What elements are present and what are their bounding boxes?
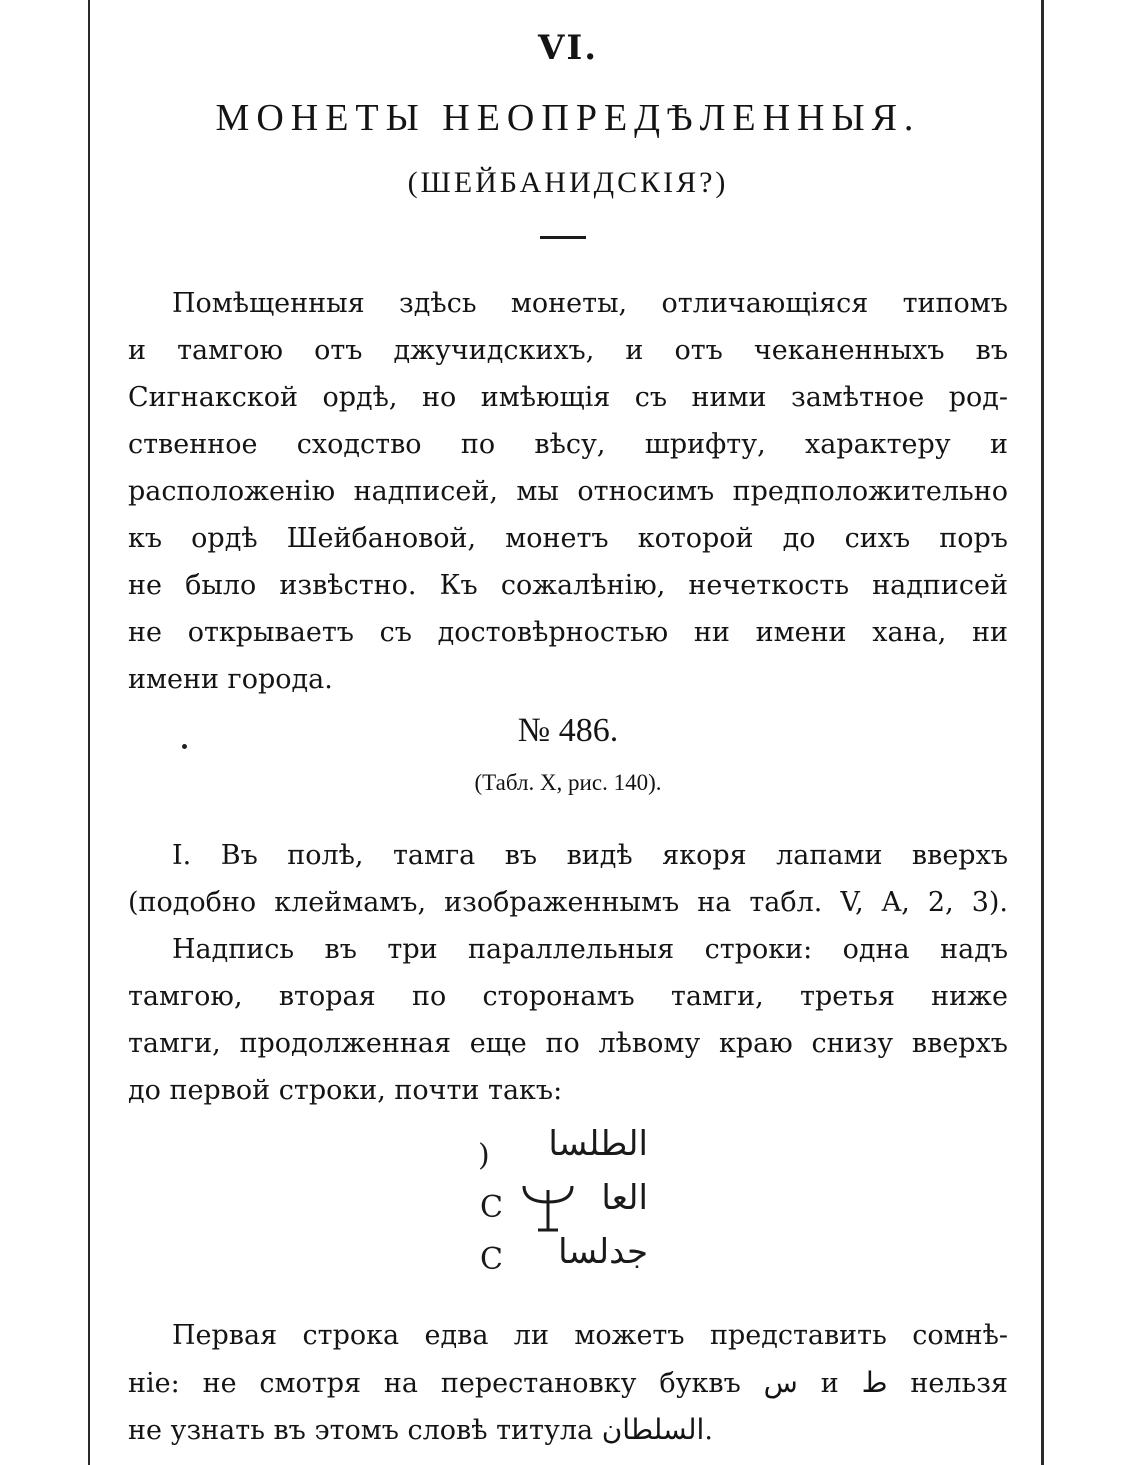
conclusion-text: и — [820, 1368, 839, 1399]
inscription-side-mark: ) — [478, 1138, 490, 1173]
section-number: VI. — [537, 28, 599, 68]
intro-line: ственное сходство по вѣсу, шрифту, характеру и — [128, 429, 1008, 460]
conclusion-line — [128, 1359, 1008, 1406]
inscription-side-mark: C — [480, 1242, 503, 1277]
conclusion-period: . — [704, 1415, 713, 1446]
coin-number: № 486. — [517, 712, 619, 749]
left-margin-line — [88, 0, 90, 1465]
arabic-letter-sin: س — [763, 1366, 798, 1399]
section-subtitle: (ШЕЙБАНИДСКIЯ?) — [407, 166, 729, 199]
coin-plate-reference: (Табл. X, рис. 140). — [474, 770, 662, 795]
title-rule — [540, 236, 586, 239]
intro-line: не открываетъ съ достовѣрностью ни имени хана, ни — [128, 617, 1008, 648]
anchor-tamga-icon — [518, 1180, 578, 1236]
section-title: МОНЕТЫ НЕОПРЕДѢЛЕННЫЯ. — [215, 97, 921, 139]
inscription-side-mark: C — [480, 1190, 503, 1225]
conclusion-paragraph — [128, 1312, 1008, 1453]
description-line: тамги, продолженная еще по лѣвому краю снизу вверхъ — [128, 1028, 1008, 1059]
description-line: Надпись въ три параллельныя строки: одна надъ — [172, 934, 1008, 965]
conclusion-text: нельзя — [910, 1368, 1008, 1399]
arabic-letter-ta: ط — [861, 1366, 888, 1399]
description-line: I. Въ полѣ, тамга въ видѣ якоря лапами вверхъ — [172, 840, 1008, 871]
arabic-inscription — [468, 1120, 668, 1290]
description-paragraph — [128, 832, 1008, 1114]
conclusion-line — [128, 1406, 1008, 1453]
description-line: до первой строки, почти такъ: — [128, 1075, 563, 1106]
conclusion-line: Первая строка едва ли можетъ представить сомнѣ- — [172, 1320, 1008, 1351]
conclusion-text: не узнать въ этомъ словѣ титула — [128, 1415, 594, 1446]
page — [128, 0, 1008, 1465]
right-margin-line — [1041, 0, 1044, 1465]
intro-line: расположенiю надписей, мы относимъ предположительно — [128, 476, 1008, 507]
inscription-line-3: جدلسا — [558, 1232, 648, 1272]
inscription-line-1: الطلسا — [548, 1124, 648, 1164]
intro-line: Помѣщенныя здѣсь монеты, отличающiяся типомъ — [172, 288, 1008, 319]
conclusion-text: нiе: не смотря на перестановку буквъ — [128, 1368, 741, 1399]
intro-line: и тамгою отъ джучидскихъ, и отъ чеканенныхъ въ — [128, 335, 1008, 366]
intro-line: Сигнакской ордѣ, но имѣющiя съ ними замѣтное род- — [128, 382, 1008, 413]
intro-line: къ ордѣ Шейбановой, монетъ которой до сихъ поръ — [128, 523, 1008, 554]
intro-paragraph — [128, 280, 1008, 703]
arabic-title-sultan: السلطان — [601, 1413, 705, 1446]
description-line: (подобно клеймамъ, изображеннымъ на табл. V, A, 2, 3). — [128, 887, 1008, 918]
inscription-line-2: العا — [601, 1178, 648, 1218]
description-line: тамгою, вторая по сторонамъ тамги, третья ниже — [128, 981, 1008, 1012]
intro-line: не было извѣстно. Къ сожалѣнiю, нечеткость надписей — [128, 570, 1008, 601]
intro-line: имени города. — [128, 664, 333, 695]
